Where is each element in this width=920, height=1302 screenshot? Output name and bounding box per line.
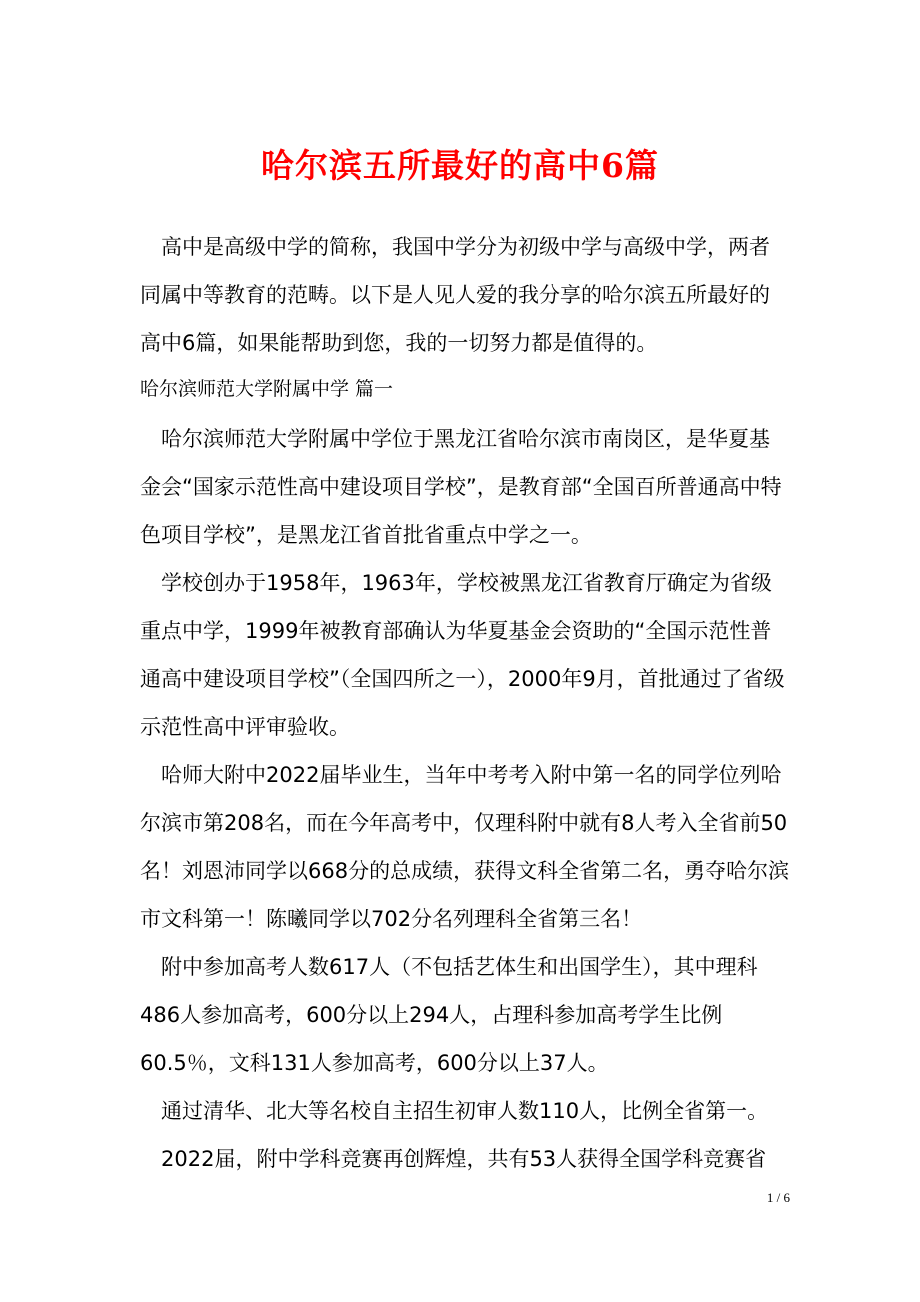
body-paragraph: 通过清华、北大等名校自主招生初审人数110人，比例全省第一。 [161, 1099, 769, 1123]
document-body [140, 223, 790, 1183]
section-heading: 哈尔滨师范大学附属中学 篇一 [140, 378, 394, 400]
body-paragraph: 学校创办于1958年，1963年，学校被黑龙江省教育厅确定为省级重点中学，1999年被教育部确认为华夏基金会资助的“全国示范性普通高中建设项目学校”（全国四所之一），2000年9月，首批通过了省级示范性高中评审验收。 [140, 571, 785, 739]
body-paragraph: 哈尔滨师范大学附属中学位于黑龙江省哈尔滨市南岗区，是华夏基金会“国家示范性高中建设项目学校”，是教育部“全国百所普通高中特色项目学校”，是黑龙江省首批省重点中学之一。 [140, 427, 782, 547]
body-paragraph: 哈师大附中2022届毕业生，当年中考考入附中第一名的同学位列哈尔滨市第208名，而在今年高考中，仅理科附中就有8人考入全省前50名！刘恩沛同学以668分的总成绩，获得文科全省第二名，勇夺哈尔滨市文科第一！陈曦同学以702分名列理科全省第三名！ [140, 763, 790, 931]
intro-paragraph: 高中是高级中学的简称，我国中学分为初级中学与高级中学，两者同属中等教育的范畴。以下是人见人爱的我分享的哈尔滨五所最好的高中6篇，如果能帮助到您，我的一切努力都是值得的。 [140, 235, 770, 355]
document-title: 哈尔滨五所最好的高中6篇 [261, 146, 659, 185]
body-paragraph: 2022届，附中学科竞赛再创辉煌，共有53人获得全国学科竞赛省 [161, 1147, 767, 1171]
body-paragraph: 附中参加高考人数617人（不包括艺体生和出国学生），其中理科486人参加高考，600分以上294人，占理科参加高考学生比例60.5％，文科131人参加高考，600分以上37人。 [140, 955, 758, 1075]
page-number: 1 / 6 [766, 1190, 790, 1205]
